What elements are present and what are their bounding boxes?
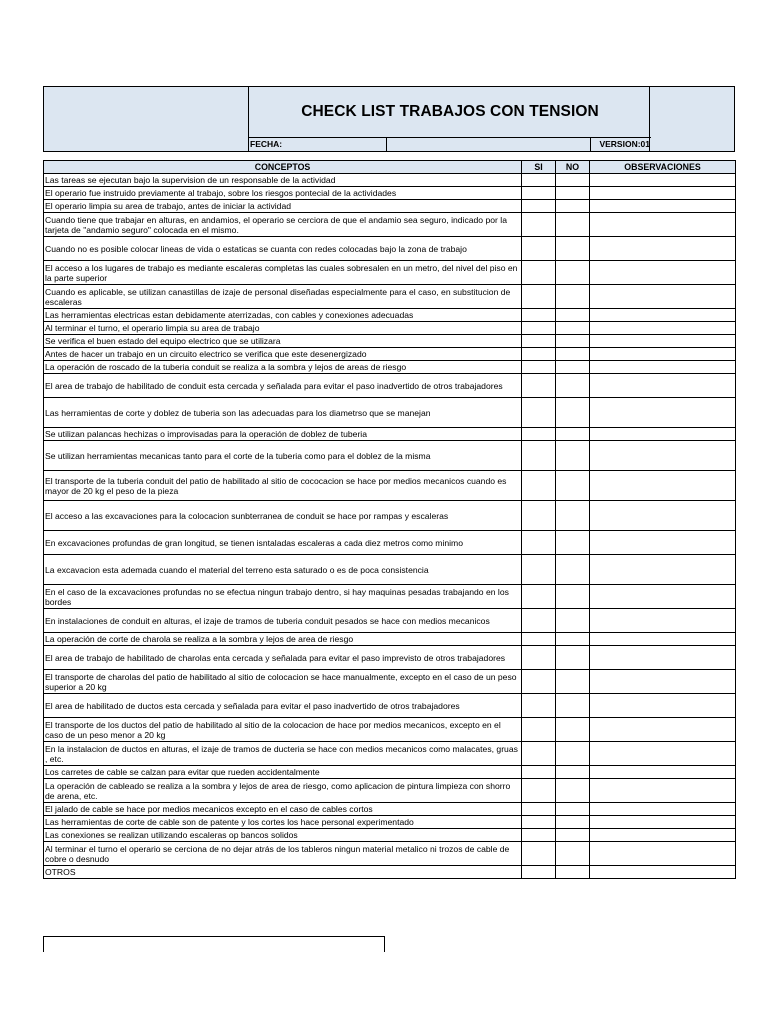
- si-cell[interactable]: [522, 213, 556, 237]
- concept-text: Se verifica el buen estado del equipo electrico que se utilizara: [44, 335, 522, 348]
- table-row: [44, 803, 736, 816]
- no-cell[interactable]: [556, 555, 590, 585]
- signature-box: [43, 936, 385, 952]
- observaciones-cell[interactable]: [590, 816, 736, 829]
- concept-text: Las tareas se ejecutan bajo la supervision de un responsable de la actividad: [44, 174, 522, 187]
- observaciones-cell[interactable]: [590, 348, 736, 361]
- concept-text: Cuando no es posible colocar lineas de vida o estaticas se cuanta con redes colocadas bajo la zona de trabajo: [44, 237, 522, 261]
- concept-text: En la instalacion de ductos en alturas, el izaje de tramos de ducteria se hace con medios mecanicos como malacates, gruas , etc.: [44, 742, 522, 766]
- observaciones-cell[interactable]: [590, 633, 736, 646]
- concept-text: El area de trabajo de habilitado de conduit esta cercada y señalada para evitar el paso inadvertido de otros trabajadores: [44, 374, 522, 398]
- si-cell[interactable]: [522, 866, 556, 879]
- no-cell[interactable]: [556, 309, 590, 322]
- concept-text: OTROS: [44, 866, 522, 879]
- si-cell[interactable]: [522, 646, 556, 670]
- si-cell[interactable]: [522, 285, 556, 309]
- observaciones-cell[interactable]: [590, 322, 736, 335]
- si-cell[interactable]: [522, 816, 556, 829]
- table-row: [44, 555, 736, 585]
- si-cell[interactable]: [522, 471, 556, 501]
- no-cell[interactable]: [556, 200, 590, 213]
- table-row: [44, 779, 736, 803]
- si-cell[interactable]: [522, 348, 556, 361]
- concept-text: Cuando tiene que trabajar en alturas, en andamios, el operario se cerciora de que el andamio sea seguro, indicado por la tarjeta de "andamio seguro" colocada en el mismo.: [44, 213, 522, 237]
- table-row: [44, 609, 736, 633]
- observaciones-cell[interactable]: [590, 441, 736, 471]
- si-cell[interactable]: [522, 585, 556, 609]
- table-row: [44, 816, 736, 829]
- table-row: [44, 694, 736, 718]
- header-conceptos: CONCEPTOS: [44, 161, 522, 174]
- concept-text: El acceso a los lugares de trabajo es mediante escaleras completas las cuales sobresalen en un metro, del nivel del piso en la parte superior: [44, 261, 522, 285]
- no-cell[interactable]: [556, 174, 590, 187]
- si-cell[interactable]: [522, 609, 556, 633]
- observaciones-cell[interactable]: [590, 842, 736, 866]
- concept-text: Se utilizan palancas hechizas o improvisadas para la operación de doblez de tuberia: [44, 428, 522, 441]
- concept-text: La operación de roscado de la tuberia conduit se realiza a la sombra y lejos de areas de riesgo: [44, 361, 522, 374]
- version-label: VERSION:01: [599, 139, 650, 149]
- observaciones-cell[interactable]: [590, 187, 736, 200]
- observaciones-cell[interactable]: [590, 501, 736, 531]
- no-cell[interactable]: [556, 285, 590, 309]
- no-cell[interactable]: [556, 829, 590, 842]
- table-row: [44, 718, 736, 742]
- table-header-row: [44, 161, 736, 174]
- header-si: SI: [522, 161, 556, 174]
- table-row: [44, 200, 736, 213]
- si-cell[interactable]: [522, 694, 556, 718]
- observaciones-cell[interactable]: [590, 803, 736, 816]
- concept-text: La operación de cableado se realiza a la sombra y lejos de area de riesgo, como aplicacion de pintura limpieza con shorro de arena, etc.: [44, 779, 522, 803]
- concept-text: La excavacion esta ademada cuando el material del terreno esta saturado o es de poca consistencia: [44, 555, 522, 585]
- si-cell[interactable]: [522, 261, 556, 285]
- table-row: [44, 829, 736, 842]
- observaciones-cell[interactable]: [590, 428, 736, 441]
- no-cell[interactable]: [556, 374, 590, 398]
- header-no: NO: [556, 161, 590, 174]
- observaciones-cell[interactable]: [590, 585, 736, 609]
- observaciones-cell[interactable]: [590, 718, 736, 742]
- logo-area: [44, 87, 249, 151]
- table-row: [44, 285, 736, 309]
- si-cell[interactable]: [522, 803, 556, 816]
- observaciones-cell[interactable]: [590, 471, 736, 501]
- table-row: [44, 348, 736, 361]
- concept-text: Al terminar el turno el operario se cerciona de no dejar atrás de los tableros ningun material metalico ni trozos de cable de cobre o desnudo: [44, 842, 522, 866]
- table-row: [44, 335, 736, 348]
- si-cell[interactable]: [522, 361, 556, 374]
- si-cell[interactable]: [522, 441, 556, 471]
- concept-text: El operario limpia su area de trabajo, antes de iniciar la actividad: [44, 200, 522, 213]
- header-right-box: [649, 87, 734, 151]
- table-row: [44, 441, 736, 471]
- table-row: [44, 501, 736, 531]
- fecha-label: FECHA:: [250, 139, 283, 149]
- no-cell[interactable]: [556, 694, 590, 718]
- si-cell[interactable]: [522, 374, 556, 398]
- concept-text: El operario fue instruido previamente al trabajo, sobre los riesgos pontecial de la actividades: [44, 187, 522, 200]
- si-cell[interactable]: [522, 428, 556, 441]
- no-cell[interactable]: [556, 237, 590, 261]
- no-cell[interactable]: [556, 501, 590, 531]
- observaciones-cell[interactable]: [590, 646, 736, 670]
- concept-text: El transporte de los ductos del patio de habilitado al sitio de la colocacion de hace por medios mecanicos, excepto en el caso de un peso menor a 20 kg: [44, 718, 522, 742]
- si-cell[interactable]: [522, 842, 556, 866]
- no-cell[interactable]: [556, 187, 590, 200]
- si-cell[interactable]: [522, 501, 556, 531]
- no-cell[interactable]: [556, 322, 590, 335]
- table-row: [44, 398, 736, 428]
- concept-text: La operación de corte de charola se realiza a la sombra y lejos de area de riesgo: [44, 633, 522, 646]
- si-cell[interactable]: [522, 309, 556, 322]
- observaciones-cell[interactable]: [590, 213, 736, 237]
- concept-text: El acceso a las excavaciones para la colocacion sunbterranea de conduit se hace por rampas y escaleras: [44, 501, 522, 531]
- table-row: [44, 766, 736, 779]
- observaciones-cell[interactable]: [590, 779, 736, 803]
- concept-text: En excavaciones profundas de gran longitud, se tienen isntaladas escaleras a cada diez metros como minimo: [44, 531, 522, 555]
- si-cell[interactable]: [522, 322, 556, 335]
- observaciones-cell[interactable]: [590, 742, 736, 766]
- no-cell[interactable]: [556, 718, 590, 742]
- no-cell[interactable]: [556, 779, 590, 803]
- concept-text: El transporte de charolas del patio de habilitado al sitio de colocacion se hace manualmente, excepto en el caso de un peso superior a 20 kg: [44, 670, 522, 694]
- concept-text: Las conexiones se realizan utilizando escaleras op bancos solidos: [44, 829, 522, 842]
- si-cell[interactable]: [522, 237, 556, 261]
- si-cell[interactable]: [522, 742, 556, 766]
- concept-text: El transporte de la tuberia conduit del patio de habilitado al sitio de cococacion se hace por medios mecanicos cuando es mayor de 20 kg el peso de la pieza: [44, 471, 522, 501]
- concept-text: Las herramientas electricas estan debidamente aterrizadas, con cables y conexiones adecuadas: [44, 309, 522, 322]
- no-cell[interactable]: [556, 742, 590, 766]
- si-cell[interactable]: [522, 531, 556, 555]
- concept-text: Se utilizan herramientas mecanicas tanto para el corte de la tuberia como para el doblez de la misma: [44, 441, 522, 471]
- meta-row: [249, 137, 651, 151]
- no-cell[interactable]: [556, 766, 590, 779]
- no-cell[interactable]: [556, 261, 590, 285]
- table-row: [44, 471, 736, 501]
- no-cell[interactable]: [556, 428, 590, 441]
- table-row: [44, 261, 736, 285]
- observaciones-cell[interactable]: [590, 609, 736, 633]
- table-row: [44, 742, 736, 766]
- table-row: [44, 361, 736, 374]
- concept-text: Antes de hacer un trabajo en un circuito electrico se verifica que este desenergizado: [44, 348, 522, 361]
- table-row: [44, 585, 736, 609]
- no-cell[interactable]: [556, 670, 590, 694]
- si-cell[interactable]: [522, 718, 556, 742]
- no-cell[interactable]: [556, 471, 590, 501]
- no-cell[interactable]: [556, 585, 590, 609]
- table-row: [44, 237, 736, 261]
- observaciones-cell[interactable]: [590, 766, 736, 779]
- no-cell[interactable]: [556, 842, 590, 866]
- table-row: [44, 842, 736, 866]
- observaciones-cell[interactable]: [590, 335, 736, 348]
- no-cell[interactable]: [556, 361, 590, 374]
- no-cell[interactable]: [556, 866, 590, 879]
- table-row: [44, 633, 736, 646]
- concept-text: En instalaciones de conduit en alturas, el izaje de tramos de tuberia conduit pesados se hace con medios mecanicos: [44, 609, 522, 633]
- no-cell[interactable]: [556, 633, 590, 646]
- no-cell[interactable]: [556, 816, 590, 829]
- observaciones-cell[interactable]: [590, 285, 736, 309]
- si-cell[interactable]: [522, 633, 556, 646]
- no-cell[interactable]: [556, 609, 590, 633]
- table-row: [44, 187, 736, 200]
- concept-text: En el caso de la excavaciones profundas no se efectua ningun trabajo dentro, si hay maquinas pesadas trabajando en los bordes: [44, 585, 522, 609]
- table-row: [44, 174, 736, 187]
- header-observaciones: OBSERVACIONES: [590, 161, 736, 174]
- table-row: [44, 866, 736, 879]
- observaciones-cell[interactable]: [590, 555, 736, 585]
- table-row: [44, 213, 736, 237]
- table-row: [44, 646, 736, 670]
- concept-text: Las herramientas de corte de cable son de patente y los cortes los hace personal experimentado: [44, 816, 522, 829]
- si-cell[interactable]: [522, 779, 556, 803]
- si-cell[interactable]: [522, 766, 556, 779]
- table-row: [44, 322, 736, 335]
- observaciones-cell[interactable]: [590, 531, 736, 555]
- no-cell[interactable]: [556, 441, 590, 471]
- checklist-body: [44, 174, 736, 879]
- table-row: [44, 374, 736, 398]
- observaciones-cell[interactable]: [590, 237, 736, 261]
- checklist-table: [43, 160, 736, 879]
- no-cell[interactable]: [556, 646, 590, 670]
- si-cell[interactable]: [522, 555, 556, 585]
- no-cell[interactable]: [556, 531, 590, 555]
- si-cell[interactable]: [522, 187, 556, 200]
- si-cell[interactable]: [522, 335, 556, 348]
- concept-text: Cuando es aplicable, se utilizan canastillas de izaje de personal diseñadas especialmente para el caso, en substitucion de escaleras: [44, 285, 522, 309]
- si-cell[interactable]: [522, 670, 556, 694]
- no-cell[interactable]: [556, 213, 590, 237]
- table-row: [44, 670, 736, 694]
- concept-text: Al terminar el turno, el operario limpia su area de trabajo: [44, 322, 522, 335]
- no-cell[interactable]: [556, 803, 590, 816]
- table-row: [44, 309, 736, 322]
- document-title: CHECK LIST TRABAJOS CON TENSION: [301, 103, 599, 120]
- concept-text: El area de trabajo de habilitado de charolas enta cercada y señalada para evitar el paso imprevisto de otros trabajadores: [44, 646, 522, 670]
- concept-text: El area de habilitado de ductos esta cercada y señalada para evitar el paso inadvertido de otros trabajadores: [44, 694, 522, 718]
- concept-text: Los carretes de cable se calzan para evitar que rueden accidentalmente: [44, 766, 522, 779]
- si-cell[interactable]: [522, 398, 556, 428]
- table-row: [44, 428, 736, 441]
- observaciones-cell[interactable]: [590, 670, 736, 694]
- observaciones-cell[interactable]: [590, 261, 736, 285]
- fecha-field[interactable]: [386, 138, 591, 151]
- observaciones-cell[interactable]: [590, 361, 736, 374]
- checklist-header: [43, 86, 735, 152]
- table-row: [44, 531, 736, 555]
- no-cell[interactable]: [556, 348, 590, 361]
- si-cell[interactable]: [522, 174, 556, 187]
- observaciones-cell[interactable]: [590, 398, 736, 428]
- no-cell[interactable]: [556, 398, 590, 428]
- observaciones-cell[interactable]: [590, 694, 736, 718]
- observaciones-cell[interactable]: [590, 829, 736, 842]
- si-cell[interactable]: [522, 829, 556, 842]
- observaciones-cell[interactable]: [590, 374, 736, 398]
- observaciones-cell[interactable]: [590, 174, 736, 187]
- observaciones-cell[interactable]: [590, 309, 736, 322]
- si-cell[interactable]: [522, 200, 556, 213]
- observaciones-cell[interactable]: [590, 200, 736, 213]
- concept-text: El jalado de cable se hace por medios mecanicos excepto en el caso de cables cortos: [44, 803, 522, 816]
- concept-text: Las herramientas de corte y doblez de tuberia son las adecuadas para los diametrso que se manejan: [44, 398, 522, 428]
- no-cell[interactable]: [556, 335, 590, 348]
- observaciones-cell[interactable]: [590, 866, 736, 879]
